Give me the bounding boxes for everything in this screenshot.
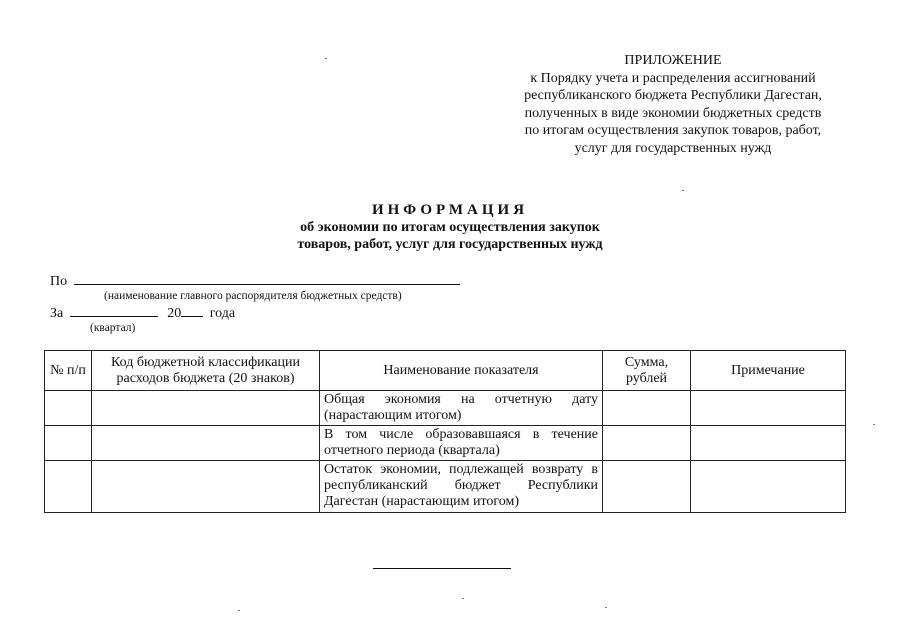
title-main: ИНФОРМАЦИЯ xyxy=(371,202,529,218)
cell-sum[interactable] xyxy=(603,426,691,461)
signature-line[interactable] xyxy=(373,568,511,569)
cell-code[interactable] xyxy=(92,461,320,513)
header-sum: Сумма, рублей xyxy=(603,351,691,391)
cell-num[interactable] xyxy=(45,426,92,461)
po-caption: (наименование главного распорядителя бюджетных средств) xyxy=(104,290,402,302)
cell-note[interactable] xyxy=(691,391,846,426)
cell-code[interactable] xyxy=(92,426,320,461)
period-field-row xyxy=(50,303,235,322)
cell-sum[interactable] xyxy=(603,391,691,426)
table-row xyxy=(45,426,846,461)
scan-speck xyxy=(462,598,464,599)
header-num: № п/п xyxy=(45,351,92,391)
cell-name: Остаток экономии, подлежащей возврату в республиканский бюджет Республики Дагестан (нарастающим итогом) xyxy=(320,461,603,513)
appendix-block xyxy=(498,52,848,157)
document-title xyxy=(200,202,700,253)
title-subline: товаров, работ, услуг для государственных нужд xyxy=(297,237,603,252)
year-blank-line[interactable] xyxy=(181,303,203,317)
scan-speck xyxy=(873,424,875,425)
po-field-row xyxy=(50,271,460,290)
appendix-line: по итогам осуществления закупок товаров, работ, xyxy=(524,123,822,138)
appendix-heading: ПРИЛОЖЕНИЕ xyxy=(624,53,722,68)
scan-speck xyxy=(682,190,684,191)
quarter-caption: (квартал) xyxy=(90,322,136,334)
appendix-line: полученных в виде экономии бюджетных средств xyxy=(524,105,822,121)
quarter-blank-line[interactable] xyxy=(70,303,158,317)
cell-num[interactable] xyxy=(45,461,92,513)
economy-table xyxy=(44,350,846,513)
cell-note[interactable] xyxy=(691,461,846,513)
year-suffix: года xyxy=(209,306,236,321)
cell-name: Общая экономия на отчетную дату (нарастающим итогом) xyxy=(320,391,603,426)
header-code: Код бюджетной классификации расходов бюджета (20 знаков) xyxy=(92,351,320,391)
title-subline: об экономии по итогам осуществления закупок xyxy=(300,220,600,235)
po-blank-line[interactable] xyxy=(74,271,460,285)
scan-speck xyxy=(238,610,240,611)
appendix-line: республиканского бюджета Республики Дагестан, xyxy=(524,88,822,103)
cell-note[interactable] xyxy=(691,426,846,461)
header-note: Примечание xyxy=(691,351,846,391)
za-label: За xyxy=(50,306,64,321)
appendix-line: к Порядку учета и распределения ассигнований xyxy=(530,70,816,86)
cell-name: В том числе образовавшаяся в течение отчетного периода (квартала) xyxy=(320,426,603,461)
appendix-line: услуг для государственных нужд xyxy=(574,140,772,156)
table-header-row xyxy=(45,351,846,391)
header-name: Наименование показателя xyxy=(320,351,603,391)
year-prefix: 20 xyxy=(167,306,182,321)
scan-speck xyxy=(325,58,327,59)
cell-code[interactable] xyxy=(92,391,320,426)
po-label: По xyxy=(50,274,68,289)
cell-num[interactable] xyxy=(45,391,92,426)
cell-sum[interactable] xyxy=(603,461,691,513)
scan-speck xyxy=(605,607,607,608)
table-row xyxy=(45,461,846,513)
table-row xyxy=(45,391,846,426)
